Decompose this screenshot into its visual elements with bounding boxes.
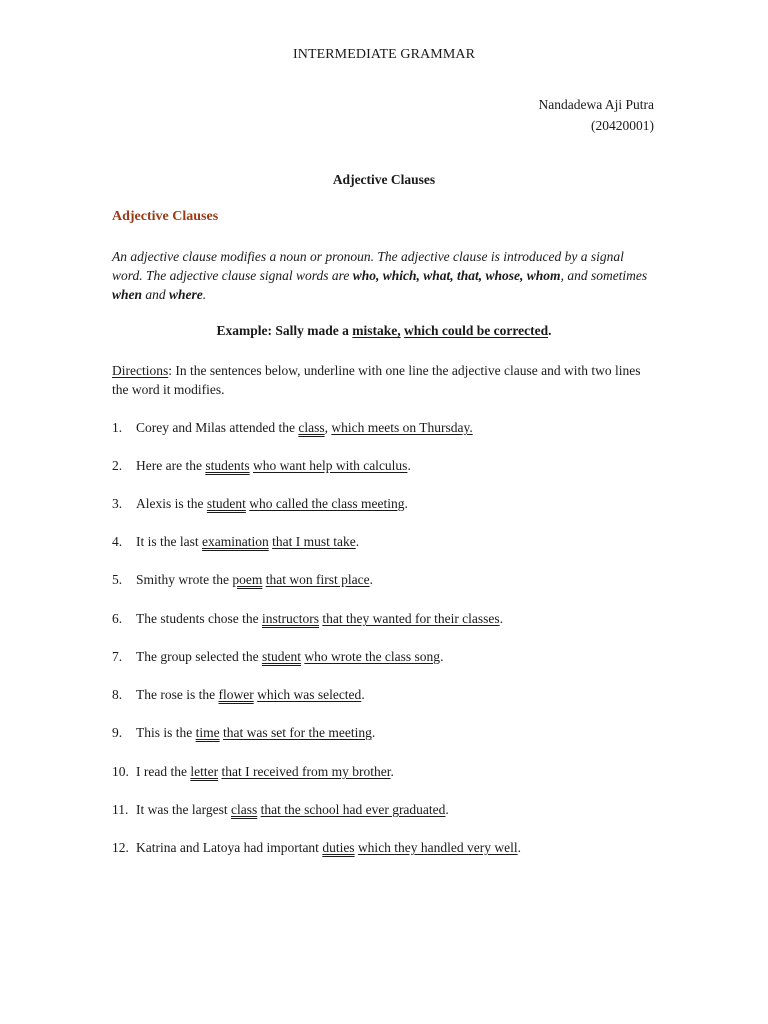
item-number: 1. <box>112 420 123 435</box>
item-number: 2. <box>112 458 123 473</box>
item-number: 11. <box>112 802 129 817</box>
intro-text: , and sometimes <box>560 268 648 283</box>
signal-words: who, which, what, that, whose, whom <box>352 268 561 283</box>
item-text: , <box>324 420 332 435</box>
item-text: Corey and Milas attended the <box>136 420 299 435</box>
item-text: It was the largest <box>136 802 231 817</box>
adjective-clause: which they handled very well <box>357 840 518 855</box>
directions-text: : In the sentences below, underline with one line the adjective clause and with two lines the word it modifies. <box>112 363 641 397</box>
signal-word-where: where <box>169 287 203 302</box>
item-text: Here are the <box>136 458 206 473</box>
modified-noun: class <box>298 420 325 435</box>
modified-noun: letter <box>190 764 219 779</box>
item-text: I read the <box>136 764 191 779</box>
intro-text: . <box>202 287 207 302</box>
adjective-clause: that was set for the meeting <box>223 725 372 740</box>
item-text: Smithy wrote the <box>136 572 233 587</box>
item-number: 9. <box>112 725 123 740</box>
item-text: . <box>445 802 449 817</box>
item-text: . <box>407 458 411 473</box>
modified-noun: time <box>195 725 220 740</box>
adjective-clause: who want help with calculus <box>252 458 408 473</box>
modified-noun: student <box>261 649 301 664</box>
section-heading: Adjective Clauses <box>112 209 219 224</box>
item-number: 7. <box>112 649 123 664</box>
item-text: The group selected the <box>136 649 262 664</box>
document-title: Adjective Clauses <box>332 172 436 187</box>
example-label: Example: Sally made a <box>216 323 353 338</box>
exercise-item <box>112 647 443 667</box>
example-clause: which could be corrected <box>404 323 549 338</box>
example-noun: mistake, <box>352 323 401 338</box>
exercise-item <box>112 418 473 438</box>
author-block <box>539 94 654 136</box>
intro-text: and <box>142 287 170 302</box>
adjective-clause: that won first place <box>265 572 370 587</box>
item-text: The rose is the <box>136 687 219 702</box>
item-number: 8. <box>112 687 123 702</box>
exercise-item <box>112 800 449 820</box>
example-sentence <box>0 323 768 339</box>
modified-noun: students <box>205 458 250 473</box>
author-name: Nandadewa Aji Putra <box>538 97 654 112</box>
item-number: 6. <box>112 611 123 626</box>
adjective-clause: who wrote the class song <box>304 649 441 664</box>
adjective-clause: that I must take <box>272 534 356 549</box>
exercise-item <box>112 685 365 705</box>
exercise-item <box>112 762 394 782</box>
intro-paragraph <box>112 247 652 304</box>
adjective-clause: that the school had ever graduated <box>260 802 446 817</box>
item-text: . <box>361 687 365 702</box>
item-text: Alexis is the <box>136 496 207 511</box>
item-text: . <box>369 572 373 587</box>
item-text: . <box>371 725 376 740</box>
item-text: Katrina and Latoya had important <box>136 840 323 855</box>
item-number: 12. <box>112 840 129 855</box>
adjective-clause: that I received from my brother <box>221 764 391 779</box>
intro-text: An adjective clause modifies a noun or pronoun. The adjective clause is introduced by a signal word. The adjective clause signal words are <box>112 249 624 283</box>
modified-noun: poem <box>232 572 263 587</box>
item-number: 4. <box>112 534 123 549</box>
item-number: 3. <box>112 496 123 511</box>
exercise-item <box>112 609 503 629</box>
adjective-clause: that they wanted for their classes <box>322 611 500 626</box>
course-title: INTERMEDIATE GRAMMAR <box>292 47 476 62</box>
item-number: 10. <box>112 764 129 779</box>
item-text: The students chose the <box>136 611 262 626</box>
item-text: . <box>355 534 360 549</box>
modified-noun: examination <box>202 534 269 549</box>
exercise-item <box>112 494 408 514</box>
exercise-item <box>112 456 411 476</box>
modified-noun: duties <box>322 840 355 855</box>
item-text: This is the <box>136 725 196 740</box>
directions-paragraph <box>112 361 652 399</box>
item-text: . <box>404 496 408 511</box>
item-text: . <box>499 611 504 626</box>
modified-noun: class <box>230 802 258 817</box>
exercise-item <box>112 723 375 743</box>
modified-noun: instructors <box>261 611 319 626</box>
item-text: . <box>517 840 522 855</box>
signal-word-when: when <box>112 287 143 302</box>
modified-noun: student <box>206 496 246 511</box>
item-text: It is the last <box>136 534 202 549</box>
directions-label: Directions <box>112 363 169 378</box>
item-number: 5. <box>112 572 123 587</box>
author-id: (20420001) <box>591 118 654 133</box>
example-end: . <box>548 323 552 338</box>
exercise-item <box>112 532 359 552</box>
exercise-item <box>112 570 373 590</box>
exercise-item <box>112 838 521 858</box>
item-text: . <box>390 764 394 779</box>
modified-noun: flower <box>218 687 254 702</box>
adjective-clause: which meets on Thursday. <box>331 420 473 435</box>
adjective-clause: who called the class meeting <box>249 496 405 511</box>
adjective-clause: which was selected <box>257 687 362 702</box>
item-text: . <box>440 649 444 664</box>
